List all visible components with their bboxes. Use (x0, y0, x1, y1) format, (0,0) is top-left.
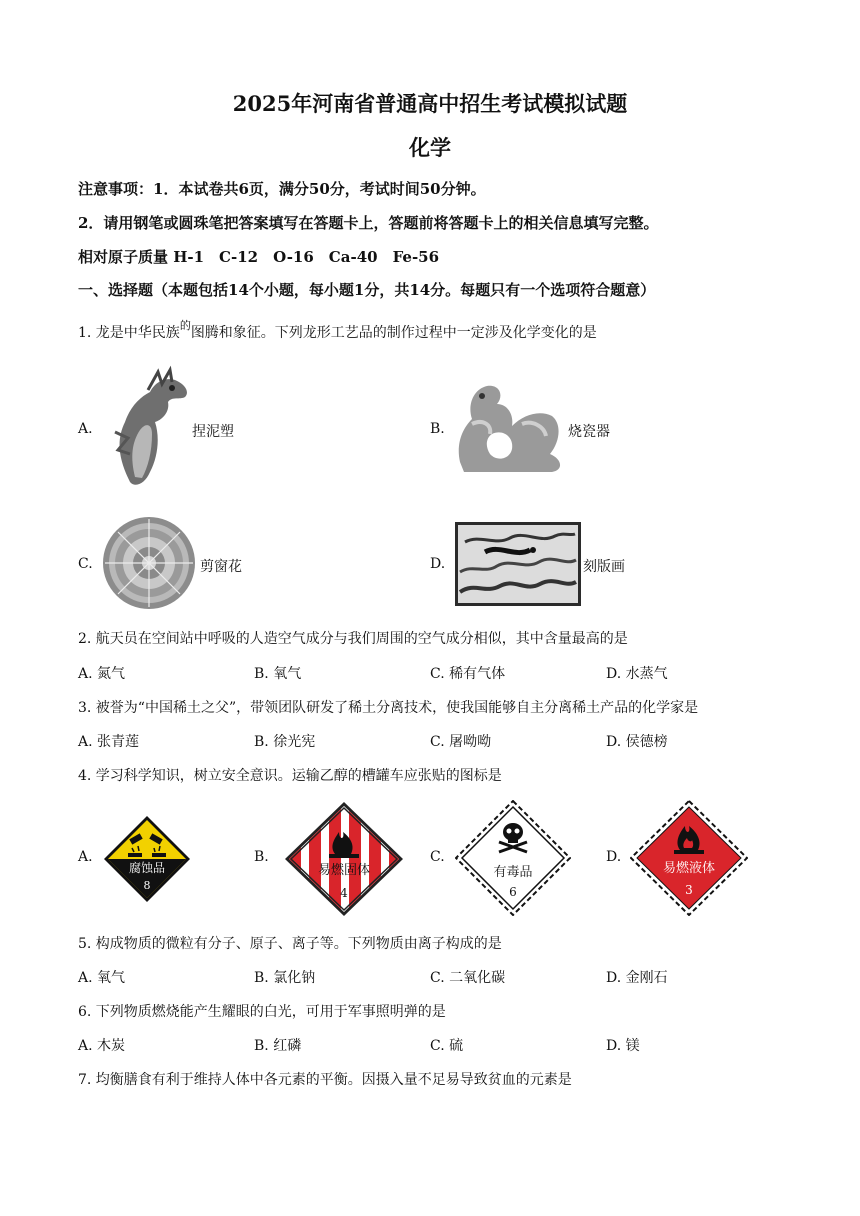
question-5-stem: 5. 构成物质的微粒有分子、原子、离子等。下列物质由离子构成的是 (78, 936, 502, 952)
q2-option-b[interactable]: B. 氧气 (254, 666, 302, 682)
question-2-stem: 2. 航天员在空间站中呼吸的人造空气成分与我们周围的空气成分相似，其中含量最高的是 (78, 631, 628, 647)
question-6-stem: 6. 下列物质燃烧能产生耀眼的白光，可用于军事照明弹的是 (78, 1004, 446, 1020)
corrosive-sign-icon (102, 814, 192, 904)
q1-option-b-text: 烧瓷器 (568, 424, 610, 440)
flammable-liquid-label: 易燃液体 (662, 861, 716, 876)
q1-option-d-text: 刻版画 (583, 559, 625, 575)
q5-option-c[interactable]: C. 二氧化碳 (430, 970, 506, 986)
q4-option-d-letter[interactable]: D. (606, 849, 622, 865)
q1-option-c-text: 剪窗花 (200, 559, 242, 575)
flammable-solid-sign-icon (285, 802, 403, 916)
flammable-solid-class-number: 4 (340, 886, 348, 900)
q1-stem-b: 图腾和象征。下列龙形工艺品的制作过程中一定涉及化学变化的是 (190, 325, 597, 341)
q5-option-b[interactable]: B. 氯化钠 (254, 970, 316, 986)
woodblock-print-image (455, 522, 581, 606)
corrosive-class-number: 8 (143, 879, 151, 892)
q3-option-c[interactable]: C. 屠呦呦 (430, 734, 492, 750)
question-7-stem: 7. 均衡膳食有利于维持人体中各元素的平衡。因摄入量不足易导致贫血的元素是 (78, 1072, 572, 1088)
q1-option-a-letter[interactable]: A. (78, 421, 93, 437)
q2-option-a[interactable]: A. 氮气 (78, 666, 126, 682)
page-title: 2025年河南省普通高中招生考试模拟试题 (232, 91, 628, 116)
question-1-stem (78, 319, 597, 342)
flammable-liquid-class-number: 3 (685, 883, 693, 897)
q6-option-d[interactable]: D. 镁 (606, 1038, 640, 1054)
corrosive-label: 腐蚀品 (128, 861, 166, 875)
notes-line-1: 注意事项：1．本试卷共6页，满分50分，考试时间50分钟。 (78, 180, 486, 198)
q6-option-b[interactable]: B. 红磷 (254, 1038, 302, 1054)
q6-option-c[interactable]: C. 硫 (430, 1038, 464, 1054)
q3-option-d[interactable]: D. 侯德榜 (606, 734, 668, 750)
q4-option-b-letter[interactable]: B. (254, 849, 269, 865)
clay-dragon-image (100, 362, 192, 492)
porcelain-dragon-image (452, 374, 567, 476)
q4-option-a-letter[interactable]: A. (78, 849, 93, 865)
q3-option-b[interactable]: B. 徐光宪 (254, 734, 316, 750)
q2-option-d[interactable]: D. 水蒸气 (606, 666, 668, 682)
toxic-label: 有毒品 (493, 865, 533, 880)
toxic-class-number: 6 (509, 885, 517, 899)
flammable-liquid-sign-icon (630, 800, 748, 916)
toxic-sign-icon (455, 800, 571, 916)
papercut-image (98, 515, 200, 611)
subject-title: 化学 (409, 135, 451, 160)
q1-stem-sup: 的 (179, 319, 191, 332)
q4-option-c-letter[interactable]: C. (430, 849, 445, 865)
question-3-stem: 3. 被誉为“中国稀土之父”，带领团队研发了稀土分离技术，使我国能够自主分离稀土产品的化学家是 (78, 700, 699, 716)
flammable-solid-label: 易燃固体 (317, 863, 371, 878)
q5-option-d[interactable]: D. 金刚石 (606, 970, 668, 986)
notes-line-2: 2．请用钢笔或圆珠笔把答案填写在答题卡上，答题前将答题卡上的相关信息填写完整。 (78, 214, 659, 232)
q1-option-d-letter[interactable]: D. (430, 556, 446, 572)
question-4-stem: 4. 学习科学知识，树立安全意识。运输乙醇的槽罐车应张贴的图标是 (78, 768, 502, 784)
atomic-mass-line: 相对原子质量 H-1 C-12 O-16 Ca-40 Fe-56 (78, 248, 440, 266)
q1-stem-a: 1. 龙是中华民族 (78, 325, 180, 341)
q1-option-b-letter[interactable]: B. (430, 421, 445, 437)
q1-option-c-letter[interactable]: C. (78, 556, 93, 572)
q3-option-a[interactable]: A. 张青莲 (78, 734, 140, 750)
q6-option-a[interactable]: A. 木炭 (78, 1038, 126, 1054)
q5-option-a[interactable]: A. 氧气 (78, 970, 126, 986)
section-heading: 一、选择题（本题包括14个小题，每小题1分，共14分。每题只有一个选项符合题意） (78, 281, 656, 299)
q1-option-a-text: 捏泥塑 (192, 424, 234, 440)
q2-option-c[interactable]: C. 稀有气体 (430, 666, 506, 682)
